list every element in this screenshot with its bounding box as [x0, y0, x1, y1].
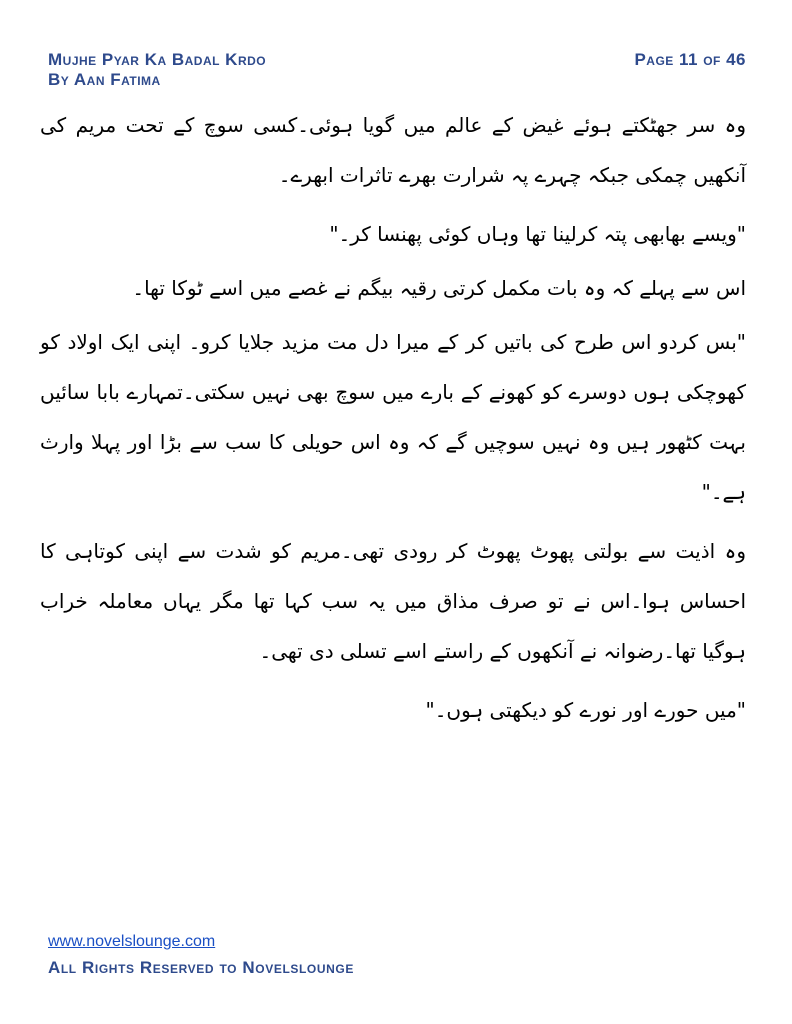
- paragraph-4: "بس کردو اس طرح کی باتیں کر کے میرا دل مت مزید جلایا کرو۔ اپنی ایک اولاد کو کھوچکی ہوں دوسرے کو کھونے کے بارے میں سوچ بھی نہیں سکتی۔تمہارے بابا سائیں بہت کٹھور ہیں وہ نہیں سوچیں گے کہ وہ اس حویلی کا سب سے بڑا اور پہلا وارث ہے۔": [40, 330, 746, 504]
- paragraph-2: "ویسے بھابھی پتہ کرلینا تھا وہاں کوئی پھنسا کر۔": [329, 222, 746, 246]
- story-body: [40, 100, 746, 744]
- paragraph-5: وہ اذیت سے بولتی پھوٹ پھوٹ کر رودی تھی۔مریم کو شدت سے اپنی کوتاہی کا احساس ہوا۔اس نے تو صرف مذاق میں یہ سب کہا تھا مگر یہاں معاملہ خراب ہوگیا تھا۔رضوانہ نے آنکھوں کے راستے اسے تسلی دی تھی۔: [40, 539, 746, 663]
- author-line: By Aan Fatima: [48, 70, 161, 89]
- page-indicator: Page 11 of 46: [634, 50, 746, 69]
- rights-notice: All Rights Reserved to Novelslounge: [48, 958, 354, 977]
- website-link[interactable]: www.novelslounge.com: [48, 933, 216, 950]
- novel-title: Mujhe Pyar Ka Badal Krdo: [48, 50, 267, 69]
- paragraph-3: اس سے پہلے کہ وہ بات مکمل کرتی رقیہ بیگم نے غصے میں اسے ٹوکا تھا۔: [132, 276, 746, 300]
- paragraph-6: "میں حورے اور نورے کو دیکھتی ہوں۔": [425, 698, 746, 722]
- paragraph-1: وہ سر جھٹکتے ہوئے غیض کے عالم میں گویا ہوئی۔کسی سوچ کے تحت مریم کی آنکھیں چمکی جبکہ چہرے پہ شرارت بھرے تاثرات ابھرے۔: [40, 113, 746, 187]
